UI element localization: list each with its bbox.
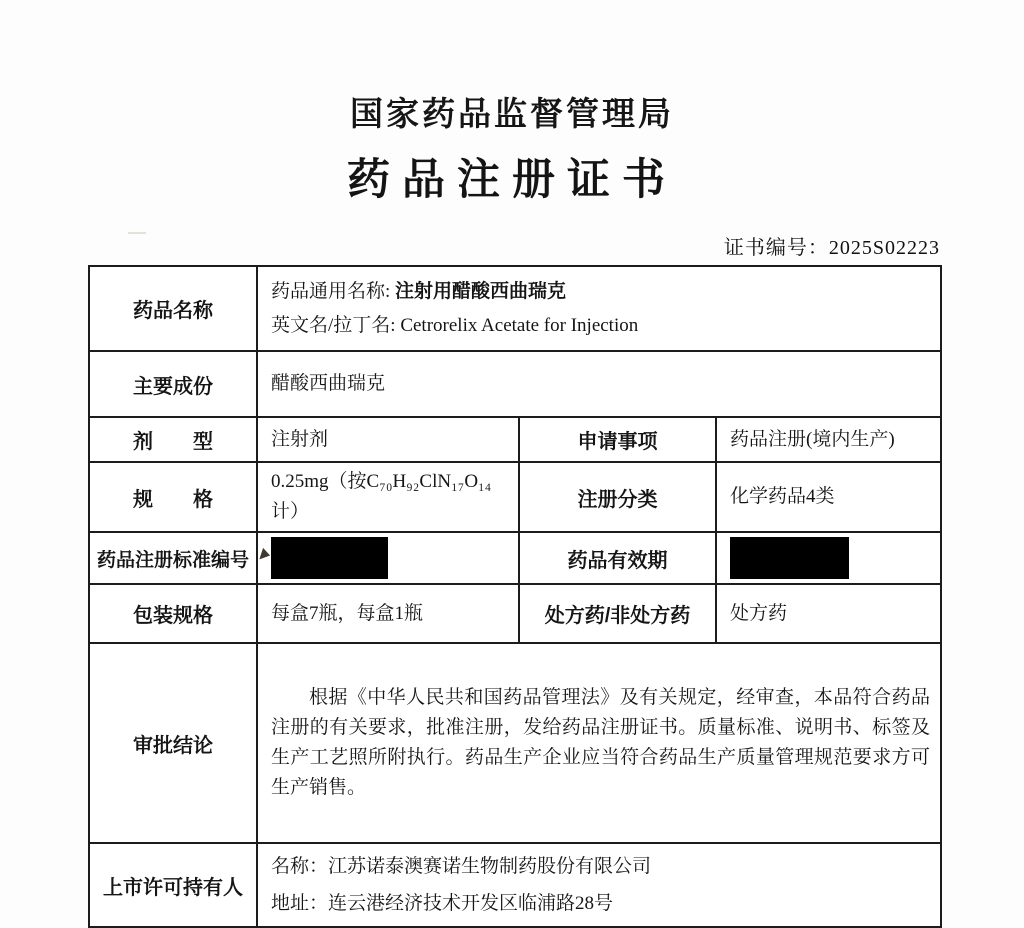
certificate-table: [88, 265, 942, 928]
approval-conclusion-text: 根据《中华人民共和国药品管理法》及有关规定，经审查，本品符合药品注册的有关要求，批准注册，发给药品注册证书。质量标准、说明书、标签及生产工艺照所附执行。药品生产企业应当符合药品生产质量管理规范要求方可生产销售。: [271, 687, 930, 798]
field-label-drug-name: 药品名称: [89, 266, 257, 351]
field-value-package-spec: 每盒7瓶，每盒1瓶: [257, 584, 519, 643]
field-value-dosage-form: 注射剂: [257, 417, 519, 462]
license-holder-address-label: 地址：: [271, 893, 329, 914]
field-label-specification: 规 格: [89, 462, 257, 532]
row-approval-conclusion: [89, 643, 941, 843]
field-label-standard-number: 药品注册标准编号: [89, 532, 257, 584]
license-holder-address-value: 连云港经济技术开发区临浦路28号: [328, 893, 614, 914]
license-holder-name-line: [271, 848, 930, 885]
field-value-standard-number: [257, 532, 519, 584]
field-label-application-item: 申请事项: [519, 417, 716, 462]
redaction-box-standard-number: [271, 537, 388, 579]
field-label-approval-conclusion: 审批结论: [89, 643, 257, 843]
row-drug-name: [89, 266, 941, 351]
drug-generic-name-label: 药品通用名称:: [271, 280, 396, 302]
certificate-number-label: 证书编号：: [723, 237, 829, 259]
field-label-package-spec: 包装规格: [89, 584, 257, 643]
field-value-prescription-type: 处方药: [716, 584, 941, 643]
drug-english-name-value: Cetrorelix Acetate for Injection: [400, 314, 639, 336]
row-specification: [89, 462, 941, 532]
field-value-drug-name: [257, 266, 941, 351]
license-holder-name-label: 名称：: [271, 856, 329, 877]
field-value-application-item: 药品注册(境内生产): [716, 417, 941, 462]
drug-generic-name-value: 注射用醋酸西曲瑞克: [395, 280, 567, 302]
field-label-license-holder: 上市许可持有人: [89, 843, 257, 927]
redaction-mark: [259, 548, 271, 562]
field-value-specification: 0.25mg（按C₇₀H₉₂ClN₁₇O₁₄计）: [257, 462, 519, 532]
redaction-wrap: [271, 537, 508, 579]
redaction-box-validity-period: [730, 537, 849, 579]
row-dosage-form: [89, 417, 941, 462]
field-value-license-holder: [257, 843, 941, 927]
redaction-wrap: [730, 537, 930, 579]
authority-title: 国家药品监督管理局: [350, 95, 674, 132]
field-value-validity-period: [716, 532, 941, 584]
row-package-spec: [89, 584, 941, 643]
row-main-ingredient: [89, 351, 941, 417]
certificate-number-line: [724, 231, 940, 260]
field-label-prescription-type: 处方药/非处方药: [519, 584, 716, 643]
row-standard-number: [89, 532, 941, 584]
drug-generic-name-line: [271, 275, 930, 309]
license-holder-address-line: [271, 885, 930, 922]
drug-english-name-line: [271, 309, 930, 343]
drug-english-name-label: 英文名/拉丁名:: [271, 314, 401, 336]
scan-artifact: [128, 232, 146, 234]
license-holder-name-value: 江苏诺泰澳赛诺生物制药股份有限公司: [328, 856, 652, 877]
field-label-registration-category: 注册分类: [519, 462, 716, 532]
field-value-main-ingredient: 醋酸西曲瑞克: [257, 351, 941, 417]
field-value-registration-category: 化学药品4类: [716, 462, 941, 532]
certificate-number-value: 2025S02223: [828, 237, 940, 259]
document-title: 药品注册证书: [347, 157, 677, 204]
field-label-validity-period: 药品有效期: [519, 532, 716, 584]
field-label-main-ingredient: 主要成份: [89, 351, 257, 417]
row-license-holder: [89, 843, 941, 927]
field-label-dosage-form: 剂 型: [89, 417, 257, 462]
field-value-approval-conclusion: [257, 643, 941, 843]
